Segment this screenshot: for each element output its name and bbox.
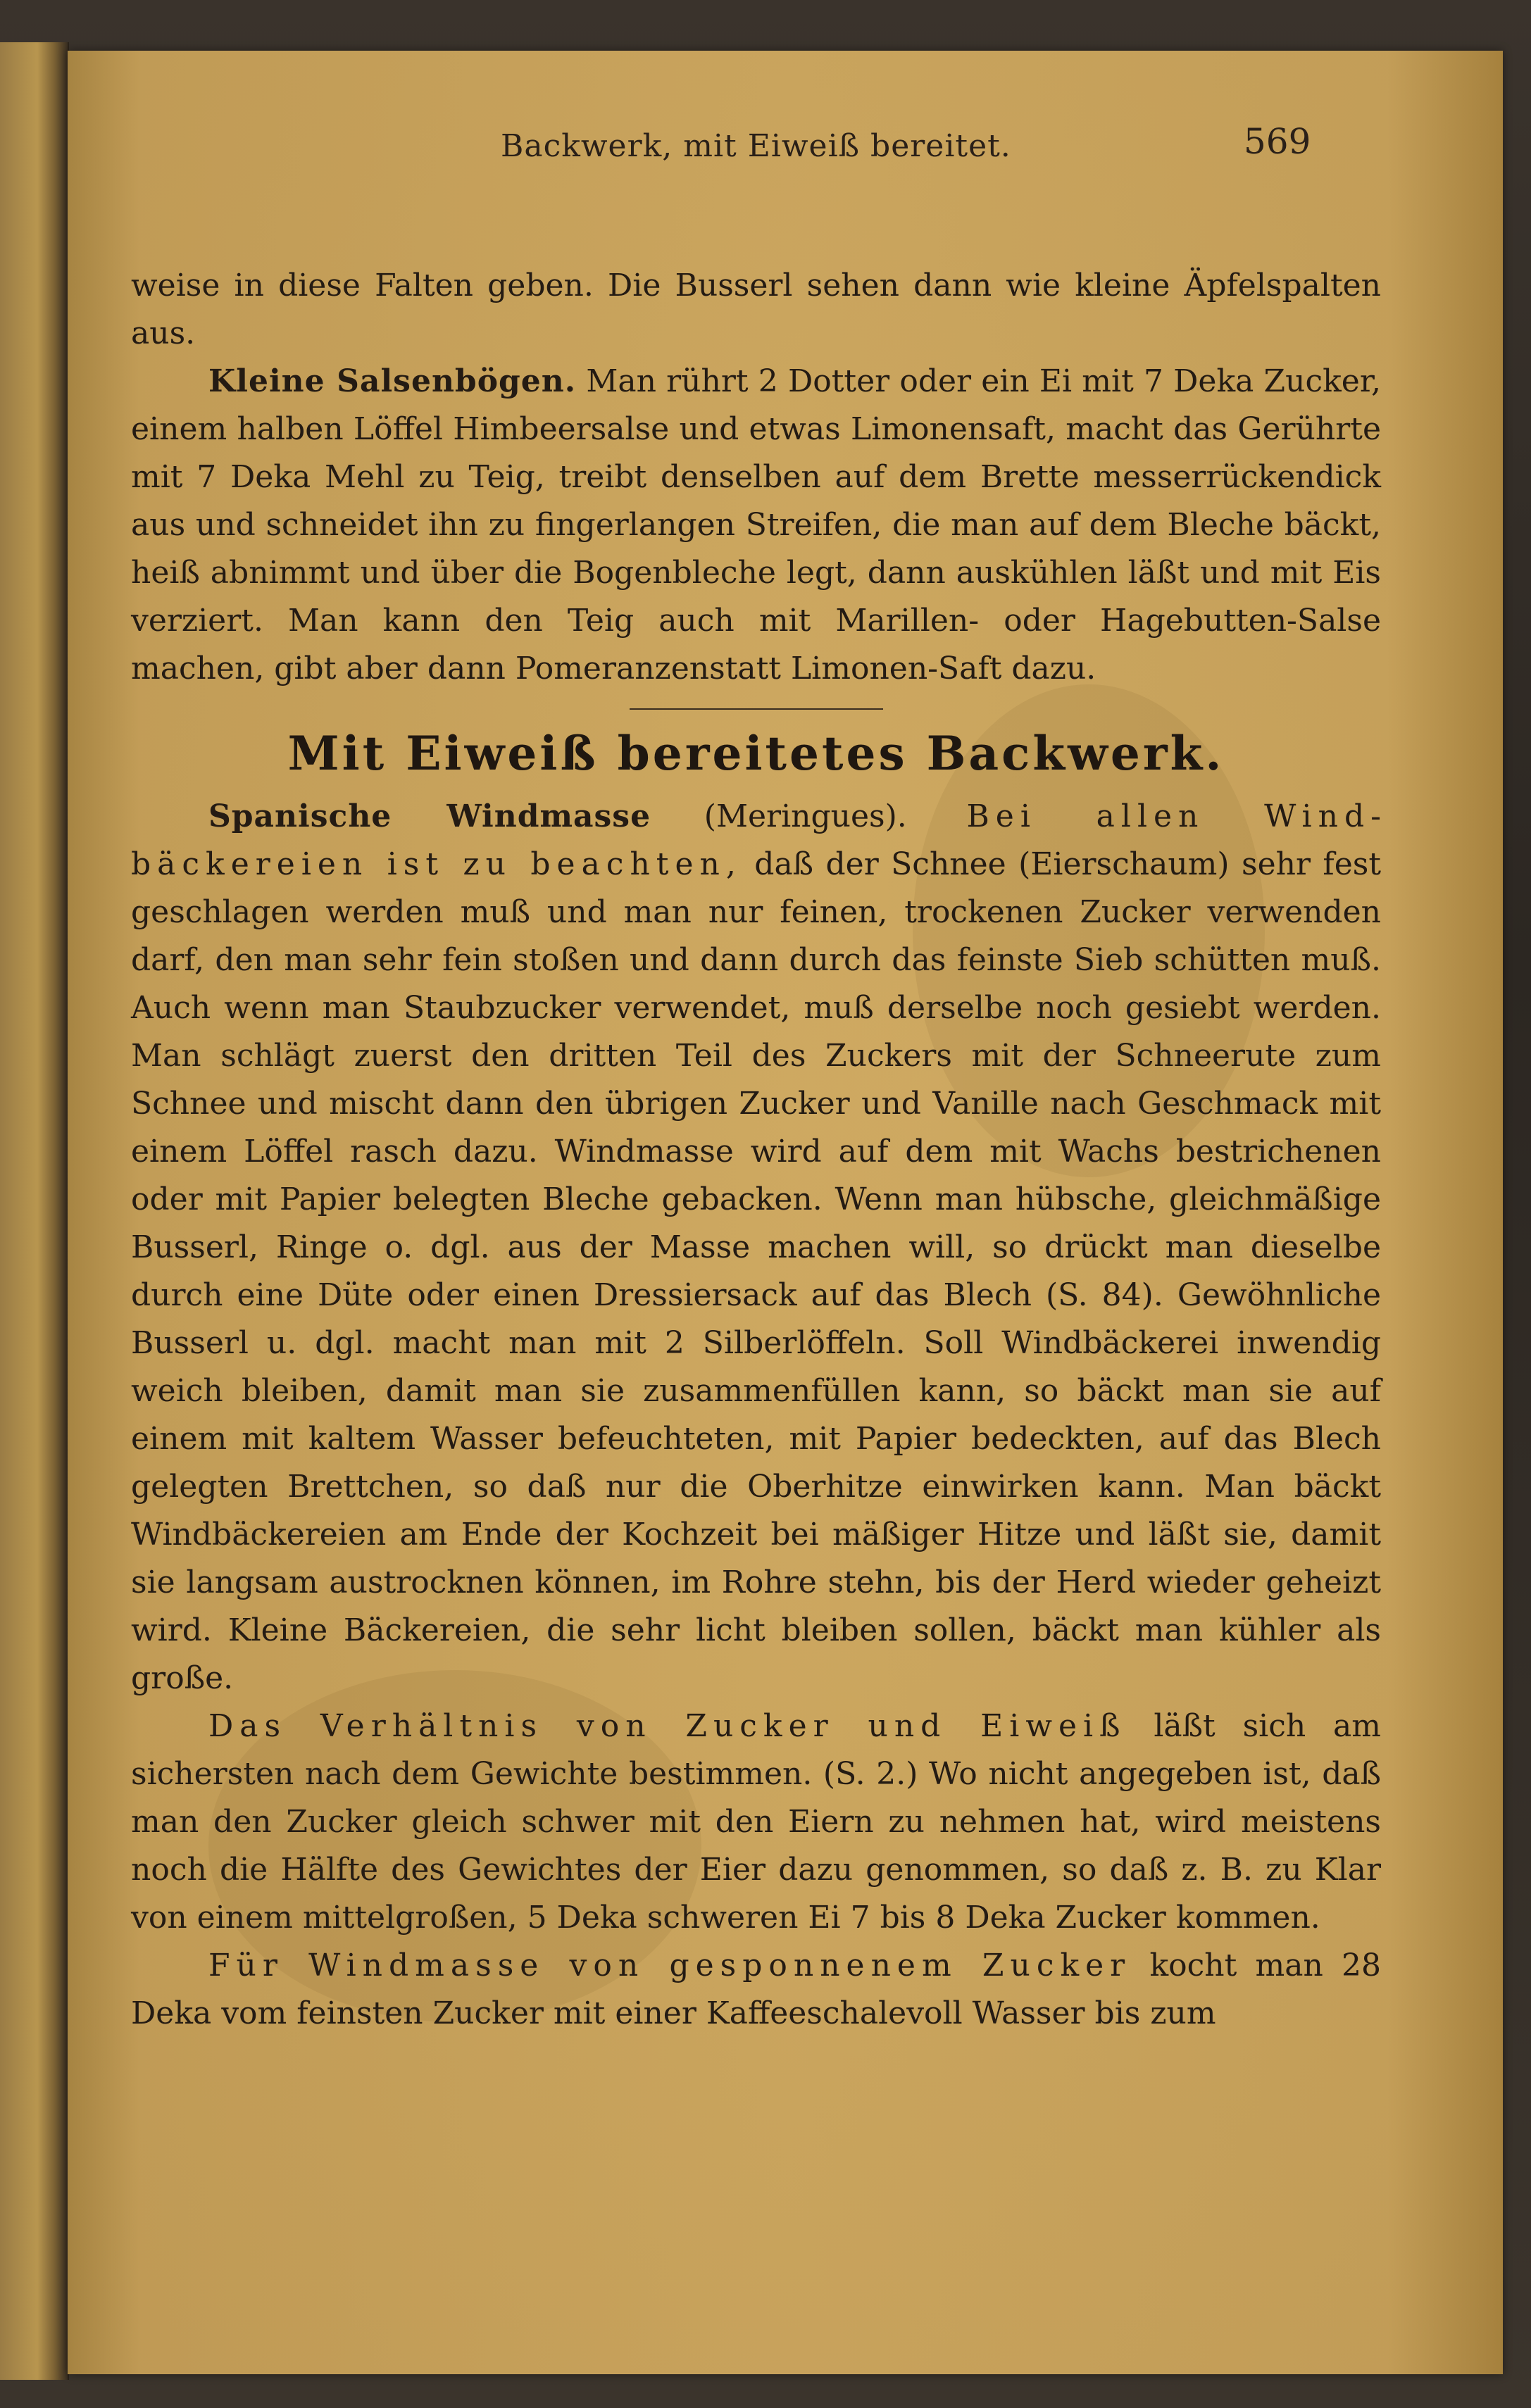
paragraph-verhaeltnis (131, 1702, 1381, 1942)
paragraph-text: weise in diese Falten geben. Die Busserl sehen dann wie kleine Äpfelspalten aus. (131, 268, 1381, 351)
running-head: Backwerk, mit Eiweiß bereitet. (501, 128, 1011, 164)
section-divider (630, 708, 883, 710)
recipe-kleine-salsenboegen (131, 358, 1381, 693)
paragraph-continuation (131, 262, 1381, 358)
recipe-title: Spanische Windmasse (208, 798, 651, 834)
recipe-spanische-windmasse (131, 793, 1381, 1702)
emphasized-text: Das Verhältnis von Zucker und Eiweiß (208, 1708, 1127, 1744)
emphasized-text: Für Windmasse von gesponnenem Zucker (208, 1948, 1132, 1983)
body-text (131, 262, 1381, 2038)
page-number: 569 (1244, 121, 1311, 162)
previous-page-edge (0, 42, 69, 2380)
page-sheet (68, 51, 1503, 2374)
recipe-title: Kleine Salsenbögen. (208, 363, 577, 399)
section-heading: Mit Eiweiß bereitetes Backwerk. (287, 726, 1225, 781)
recipe-title-paren: (Meringues). (651, 798, 907, 834)
paragraph-text: kocht man 28 Deka vom feinsten Zucker mit einer Kaffeeschalevoll Wasser bis zum (131, 1948, 1381, 2031)
recipe-text: Man rührt 2 Dotter oder ein Ei mit 7 Deka Zucker, einem halben Löffel Himbeersalse und etwas Limonensaft, macht das Gerührte mit 7 Deka Mehl zu Teig, treibt denselben auf dem Brette messerrückendick aus und schneidet ihn zu fingerlangen Streifen, die man auf dem Bleche bäckt, heiß abnimmt und über die Bogenbleche legt, dann auskühlen läßt und mit Eis verziert. Man kann den Teig auch mit Marillen- oder Hagebutten-Salse machen, gibt aber dann Pomeranzenstatt Limonen-Saft dazu. (131, 363, 1382, 686)
page-header (68, 121, 1503, 184)
recipe-text: daß der Schnee (Eierschaum) sehr fest geschlagen werden muß und man nur feinen, trockenen Zucker verwenden darf, den man sehr fein stoßen und dann durch das feinste Sieb schütten muß. Auch wenn man Staubzucker verwendet, muß derselbe noch gesiebt werden. Man schlägt zuerst den dritten Teil des Zuckers mit der Schneerute zum Schnee und mischt dann den übrigen Zucker und Vanille nach Geschmack mit einem Löffel rasch dazu. Windmasse wird auf dem mit Wachs bestrichenen oder mit Papier belegten Bleche gebacken. Wenn man hübsche, gleichmäßige Busserl, Ringe o. dgl. aus der Masse machen will, so drückt man dieselbe durch eine Düte oder einen Dressiersack auf das Blech (S. 84). Gewöhnliche Busserl u. dgl. macht man mit 2 Silberlöffeln. Soll Windbäckerei inwendig weich bleiben, damit man sie zusammenfüllen kann, so bäckt man sie auf einem mit kaltem Wasser befeuchteten, mit Papier bedeckten, auf das Blech gelegten Brettchen, so daß nur die Oberhitze einwirken kann. Man bäckt Windbäckereien am Ende der Kochzeit bei mäßiger Hitze und läßt sie, damit sie langsam austrocknen können, im Rohre stehn, bis der Herd wieder geheizt wird. Kleine Bäckereien, die sehr licht bleiben sollen, bäckt man kühler als große. (131, 846, 1381, 1696)
emphasized-text: Bei allen Windbäckereien ist zu beachten, (131, 798, 1382, 882)
paragraph-text: läßt sich am sichersten nach dem Gewichte bestimmen. (S. 2.) Wo nicht angegeben ist, daß man den Zucker gleich schwer mit den Eiern zu nehmen hat, wird meistens noch die Hälfte des Gewichtes der Eier dazu genommen, so daß z. B. zu Klar von einem mittelgroßen, 5 Deka schweren Ei 7 bis 8 Deka Zucker kommen. (131, 1708, 1381, 1936)
paragraph-gesponnener-zucker (131, 1942, 1381, 2038)
